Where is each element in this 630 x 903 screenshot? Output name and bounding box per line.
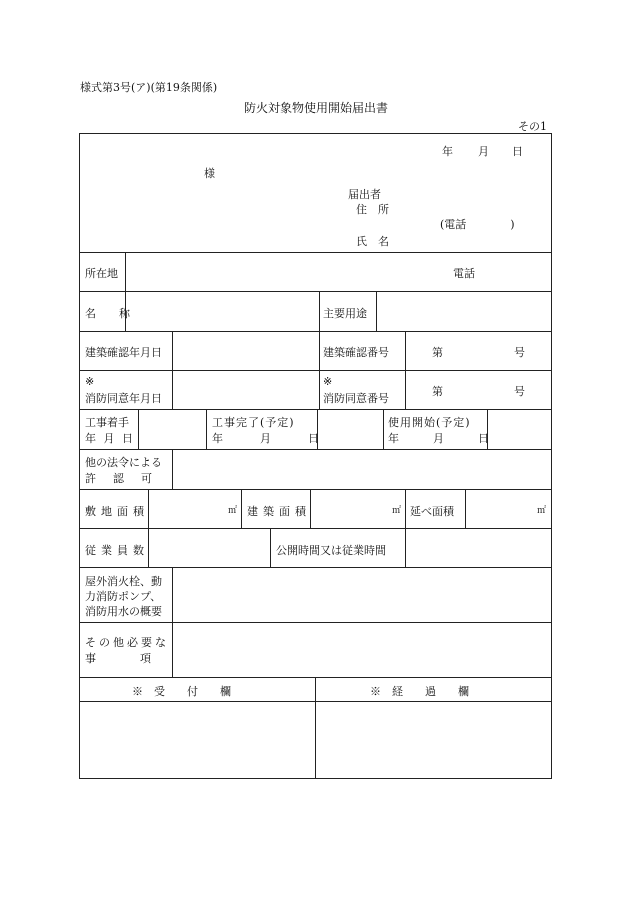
col-line xyxy=(206,409,207,449)
gou-label: 号 xyxy=(514,385,525,398)
name-label: 氏 名 xyxy=(356,235,389,248)
col-line xyxy=(270,528,271,568)
col-line xyxy=(241,489,242,529)
progress-header: ※ 経 過 欄 xyxy=(370,685,469,698)
row-line xyxy=(79,622,552,623)
document-title: 防火対象物使用開始届出書 xyxy=(244,101,389,115)
gou-label: 号 xyxy=(514,346,525,359)
col-line xyxy=(319,331,320,410)
build-confirm-date-label: 建築確認年月日 xyxy=(85,346,162,359)
col-line xyxy=(172,449,173,489)
col-line xyxy=(319,291,320,331)
facility-name-label: 名 称 xyxy=(85,307,136,320)
fire-consent-no-label: 消防同意番号 xyxy=(323,392,389,405)
row-line xyxy=(79,370,552,371)
date-month: 月 xyxy=(478,145,489,158)
col-line xyxy=(138,409,139,449)
col-line xyxy=(383,409,384,449)
construction-end-date-label: 年 月 日 xyxy=(212,432,324,445)
address-label: 住 所 xyxy=(356,203,389,216)
col-line xyxy=(465,489,466,529)
construction-start-label: 工事着手 xyxy=(85,416,129,429)
hydrant-label-1: 屋外消火栓、動 xyxy=(85,575,162,588)
phone-paren-label: (電話 ) xyxy=(440,218,515,231)
permit-label: 許 認 可 xyxy=(85,472,155,485)
reception-header: ※ 受 付 欄 xyxy=(132,685,231,698)
other-required-label: その他必要な xyxy=(85,636,169,649)
site-area-label: 敷地面積 xyxy=(85,505,149,518)
matters-label: 事 項 xyxy=(85,652,151,665)
row-line xyxy=(79,409,552,410)
dai-label: 第 xyxy=(432,385,443,398)
date-year: 年 xyxy=(442,145,453,158)
asterisk-mark: ※ xyxy=(323,375,333,388)
sqm-unit: ㎡ xyxy=(228,506,238,516)
asterisk-mark: ※ xyxy=(85,375,95,388)
col-line xyxy=(172,567,173,678)
building-area-label: 建築面積 xyxy=(247,505,311,518)
col-line xyxy=(405,528,406,568)
other-law-label: 他の法令による xyxy=(85,456,162,469)
page-label: その1 xyxy=(518,120,547,133)
use-start-date-label: 年 月 日 xyxy=(388,432,493,445)
open-hours-label: 公開時間又は従業時間 xyxy=(276,544,386,557)
date-day: 日 xyxy=(512,145,523,158)
construction-end-label: 工事完了(予定) xyxy=(212,416,295,429)
sqm-unit: ㎡ xyxy=(392,506,402,516)
form-number: 様式第3号(ア)(第19条関係) xyxy=(80,81,218,94)
fire-consent-date-label: 消防同意年月日 xyxy=(85,392,162,405)
row-line xyxy=(79,449,552,450)
row-line xyxy=(79,252,552,253)
addressee-suffix: 様 xyxy=(204,167,215,180)
dai-label: 第 xyxy=(432,346,443,359)
row-line xyxy=(79,528,552,529)
hydrant-label-2: 力消防ポンプ、 xyxy=(85,590,162,603)
row-line xyxy=(79,331,552,332)
frame-top xyxy=(79,133,552,134)
phone-label: 電話 xyxy=(453,267,475,280)
location-label: 所在地 xyxy=(85,267,118,280)
col-line xyxy=(172,331,173,410)
frame-right xyxy=(551,133,552,779)
sqm-unit: ㎡ xyxy=(537,506,547,516)
row-line xyxy=(79,291,552,292)
build-confirm-no-label: 建築確認番号 xyxy=(323,346,389,359)
row-line xyxy=(79,567,552,568)
frame-left xyxy=(79,133,80,779)
main-use-label: 主要用途 xyxy=(323,307,367,320)
row-line xyxy=(79,489,552,490)
col-line xyxy=(405,489,406,529)
total-floor-area-label: 延べ面積 xyxy=(410,505,454,518)
col-line xyxy=(376,291,377,331)
col-line xyxy=(405,331,406,410)
employees-label: 従業員数 xyxy=(85,544,149,557)
hydrant-label-3: 消防用水の概要 xyxy=(85,605,162,618)
use-start-label: 使用開始(予定) xyxy=(388,416,471,429)
col-line xyxy=(315,677,316,779)
submitter-label: 届出者 xyxy=(348,188,381,201)
construction-start-date-label: 年 月 日 xyxy=(85,432,135,445)
